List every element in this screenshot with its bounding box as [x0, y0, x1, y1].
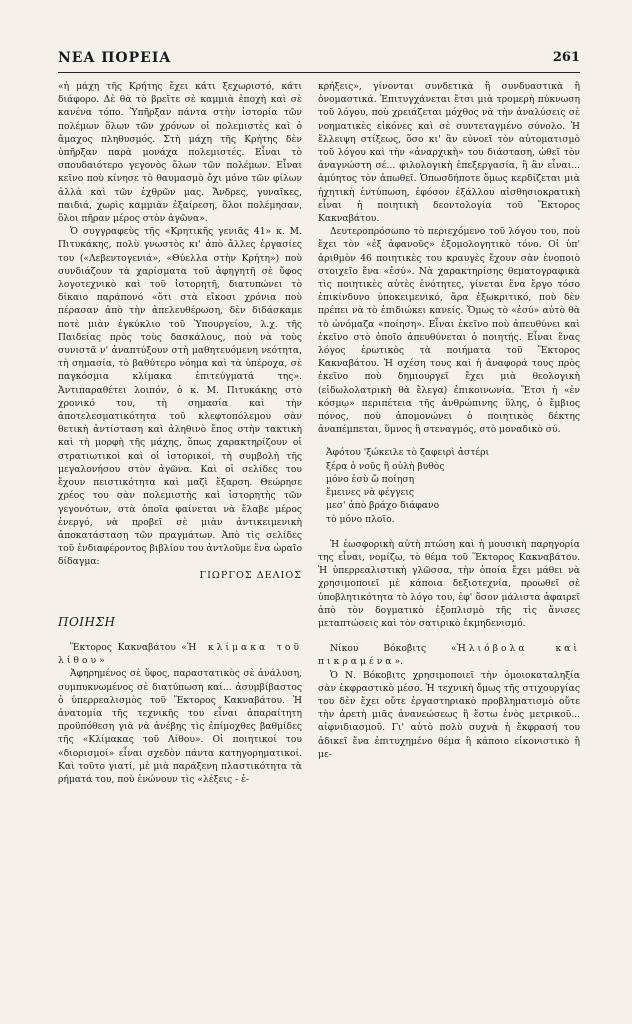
paragraph: κρήξεις», γίνονται συνδετικὰ ἢ συνδυαστικὰ ἢ ὀνομαστικά. Ἐπιτυγχάνεται ἔτσι μιὰ τρομερὴ πύκνωση τοῦ λόγου, ποὺ χρειάζεται μόχθος νὰ τὴν ἀναλύσεις σὲ νοηματικὲς εἰκόνες καὶ σὲ συντεταγμένο σύνολο. Ἡ ἔλλειψη στίξεως, ὅσο κι' ἂν εὐνοεῖ τὸν αὐτοματισμὸ τοῦ λόγου καὶ τὴν «ἀναρχικὴ» του διάσταση, ὠθεῖ τὸν ἀναγνώστη σέ... φιλολογικὴ ἐπεξεργασία, ἢ ἂν εἶναι... ἀμύητος τὸν ἀπωθεῖ. Ὁπωσδήποτε ὅμως κερδίζεται μιὰ ἠχητικὴ ἐντύπωση, ἐφόσον ἐξάλλου αἰσθησιοκρατικὴ εἶναι ἡ ποιητικὴ δεοντολογία τοῦ Ἕκτορος Κακναβάτου. [318, 81, 580, 225]
page-number: 261 [552, 50, 580, 65]
header-rule [58, 72, 580, 73]
poem-line: ἔμεινες νὰ φέγγεις [326, 487, 415, 499]
poem-line: τὸ μόνο πλοῖο. [326, 513, 395, 525]
paragraph: Ὁ συγγραφεὺς τῆς «Κρητικῆς γενιᾶς 41» κ. Μ. Πιτυκάκης, πολὺ γνωστὸς κι' ἀπὸ ἄλλες ἐργασίες του («Λεβεντογενιά», «Θύελλα στὴν Κρήτη») ποὺ συνδιάζουν τὰ χαρίσματα τοῦ ἀφηγητῆ σὲ ὕφος λογοτεχνικὸ καὶ τοῦ ἱστορητῆ, διατυπώνει τὸ δίκαιο παράπονό «ὅτι στὰ εἴκοσι χρόνια ποὺ πέρασαν ἀπὸ τὴν ἀπελευθέρωση, δὲν διδάσκαμε ποτὲ μιὰν ἐγκύκλιο τοῦ Ὑπουργείου, λ.χ. τῆς Παιδείας πρὸς τοὺς δασκάλους, ποὺ νὰ τοὺς συνιστᾶ ν' ἀναπτύξουν στὴ μαθητευόμενη νεότητα, τὴ σημασία, τὸ βαθύτερο νόημα καὶ τὰ ὑπέροχα, σὲ παγκόσμια κλίμακα ἐπιτεύγματά της». Ἀντιπαραθέτει λοιπόν, ὁ κ. Μ. Πιτυκάκης στὸ χρονικό του, τὴ σημασία καὶ τὴν ἀποτελεσματικότητα τοῦ κλεφτοπόλεμου σὰν θετικὴ ἀντίσταση καὶ ἀληθινὸ ἔπος στὴν τακτικὴ καὶ τὴ μορφὴ τῆς μάχης, ὅπως χαρακτηρίζουν οἱ στρατιωτικοὶ καὶ οἱ ἱστορικοί, τὴ συμβολὴ τῆς μεγαλονήσου στὸν ἀγῶνα. Καὶ οἱ σελίδες του ἔχουν πειστικότητα καὶ μαζὶ ἔξαρση. Θεώρησε χρέος του σὰν πολεμιστὴς καὶ ἱστορητὴς τῶν γεγονότων, στὰ ὁποῖα φαίνεται νὰ ἔλαβε μέρος ἐνεργό, νὰ προβεῖ σὲ μιὰν ἀντικειμενικὴ ἀποκατάσταση τῶν πραγμάτων. Ἀπὸ τὶς σελίδες τοῦ ἐνδιαφέροντος βιβλίου του ἀντλοῦμε ἕνα ὡραῖο δίδαγμα: [58, 226, 302, 568]
paragraph: Δευτεροπρόσωπο τὸ περιεχόμενο τοῦ λόγου του, ποὺ ἔχει τὸν «ἐξ ἀφανοῦς» ἐξομολογητικὸ τόνο. Οἱ ὑπ' ἀριθμὸν 46 ποιητικὲς του κραυγὲς ἔχουν σὰν ἑνοποιὸ στοιχεῖο ἕνα «ἐσύ». Νὰ χαρακτηρίσης θεματογραφικὰ τὶς ποιητικὲς αὐτὲς ἑνότητες, γίνεται ἕνα ἔργο τόσο ἐπικίνδυνο ὑποκειμενικό, ἄρα ἐξωκριτικό, ποὺ δὲν πρέπει νὰ τὸ ἐπιδιώκει κανείς. Ὅμως τὸ «ἐσύ» αὐτὸ θὰ τὸ ὠνόμαζα «ποίηση». Εἶναι ἐκεῖνο ποὺ ἀπευθύνει καὶ ἐκεῖνο στὸ ὁποῖο ἀπευθύνεται ὁ ποιητής. Εἶναι ἕνας λόγος ἐρωτικὸς τὰ ποιήματα τοῦ Ἕκτορος Κακναβάτου. Ἡ σχέση τους καὶ ἡ ἀναφορά τους πρὸς ἐκεῖνο ποὺ δημιουργεῖ ἔχει μιὰ θεολογικὴ (εἰδωλολατρικὴ θὰ ἔλεγα) ἐπικοινωνία. Ἔτσι ἡ «ἐν κόσμῳ» περιπέτεια τῆς ἀνθρώπινης ὕλης, ὁ ἔμβιος πόνος, ποὺ ἀπομονώνει ὁ ποιητικὸς δέκτης ἀναπέμπεται, ὕμνος ἢ στεναγμός, στὸ μοναδικὸ σύ. [318, 226, 580, 436]
paragraph: Ὁ Ν. Βόκοβιτς χρησιμοποιεῖ τὴν ὁμοιοκαταληξία σὰν ἐκφραστικὸ μέσο. Ἡ τεχνικὴ ὅμως τῆς στιχουργίας του δὲν ἔχει οὔτε ἐργαστηριακὸ προβληματισμὸ οὔτε τὴν ἀρετὴ μιᾶς ἀνανεώσεως ἢ ἔστω ἑνὸς μετρικοῦ... αἰφνιδιασμοῦ. Γι' αὐτὸ πολὺ συχνὰ ἡ ἔκφρασή του ἀδικεῖ ἕνα ἐπιτυχημένο θέμα ἢ κάποιο εἰκονιστικὸ ἢ με- [318, 669, 580, 760]
left-column [58, 80, 302, 786]
poem-excerpt [326, 446, 580, 525]
review-author: Νίκου Βόκοβιτς « [330, 643, 457, 655]
review-quote-end: » [99, 655, 105, 667]
paragraph: Ἀφηρημένος σὲ ὕφος, παραστατικὸς σὲ ἀνάλυση, συμπυκνωμένος σὲ διατύπωση καί... ἀσυμβίβαστος ὁ ὑπερρεαλισμὸς τοῦ Ἕκτορος Κακναβάτου. Ἡ ἀνατομία τῆς τεχνικῆς του εἶναι ἀπαραίτητη προϋπόθεση γιὰ νὰ ἀνέβης τὶς ἐπίμοχθες βαθμίδες τῆς «Κλίμακας τοῦ Λίθου». Οἱ ποιητικοί του «διορισμοί» εἶναι σχεδὸν πάντα κατηγορηματικοί. Καὶ τοῦτο γιατί, μὲ μιὰ παράξενη πλαστικότητα τὰ ρήματά του, ποὺ ἑνώνουν τὶς «λέξεις - ἐ- [58, 668, 302, 785]
review-heading [318, 642, 580, 668]
paragraph: «ἡ μάχη τῆς Κρήτης ἔχει κάτι ξεχωριστό, κάτι διάφορο. Δὲ θὰ τὸ βρεῖτε σὲ καμμιὰ ἐποχὴ καὶ σὲ κανένα τόπο. Ὑπῆρξαν πάντα στὴν ἱστορία τῶν πολέμων ὅλων τῶν χρόνων οἱ πολεμιστὲς καὶ ὁ ἄμαχος πληθυσμός. Στὴ μάχη τῆς Κρήτης δὲν ὑπῆρξαν παρὰ μονάχα πολεμιστές. Εἶναι τὸ σπουδαιότερο γεγονὸς ὅλων τῶν πολέμων. Εἶναι κεῖνο ποὺ κίνησε τὸ θαυμασμὸ ὄχι μόνο τῶν φίλων ἀλλὰ καὶ τῶν ἐχθρῶν μας. Ἄνδρες, γυναῖκες, παιδιά, χωρὶς καμμιὰν ἐξαίρεση, ὅλοι πολέμησαν, ὅλοι πῆραν μέρος στὸν ἀγῶνα». [58, 81, 302, 225]
paragraph: Ἡ ἐωσφορικὴ αὐτὴ πτώση καὶ ἡ μουσικὴ παρηγορία της εἶναι, νομίζω, τὸ θέμα τοῦ Ἕκτορος Κακναβάτου. Ἡ ὑπερρεαλιστικὴ γλῶσσα, τὴν ὁποία ἔχει μάθει νὰ χρησιμοποιεῖ μὲ κάποια δεξιοτεχνία, προωθεῖ σὲ ὑποβλητικότητα τὸ λόγο του, ἐφ' ὅσον μάλιστα ἀφαιρεῖ ἀπὸ τὸν δογματικὸ ἐξοπλισμὸ τῆς τὶς ἄνισες μεταπτώσεις καὶ τὸν σατιρικὸ ἐκμηδενισμό. [318, 538, 580, 629]
review-quote-end: ». [394, 656, 404, 668]
journal-title: ΝΕΑ ΠΟΡΕΙΑ [58, 50, 172, 66]
section-title: ΠΟΙΗΣΗ [58, 614, 116, 629]
poem-line: ξέρα ὁ νοῦς ἢ οὐλὴ βυθὸς [326, 460, 445, 472]
review-heading [58, 641, 302, 667]
review-book-title: Ἡ κλίμακα τοῦ λίθου [58, 641, 302, 667]
poem-line: μόνο ἐσὺ ὤ ποίηση [326, 473, 415, 485]
review-author: Ἕκτορος Κακναβάτου « [70, 641, 188, 653]
page-header [58, 50, 580, 72]
review-book-title: Ἡλιόβολα καὶ πικραμένα [318, 643, 580, 668]
poem-line: Ἀφότου 'ξώκειλε τὸ ζαφειρὶ ἀστέρι [326, 447, 490, 459]
right-column [318, 80, 580, 761]
poem-line: μεσ' ἀπὸ βράχο διάφανο [326, 500, 440, 512]
author-signature: ΓΙΩΡΓΟΣ ΔΕΛΙΟΣ [199, 569, 302, 581]
